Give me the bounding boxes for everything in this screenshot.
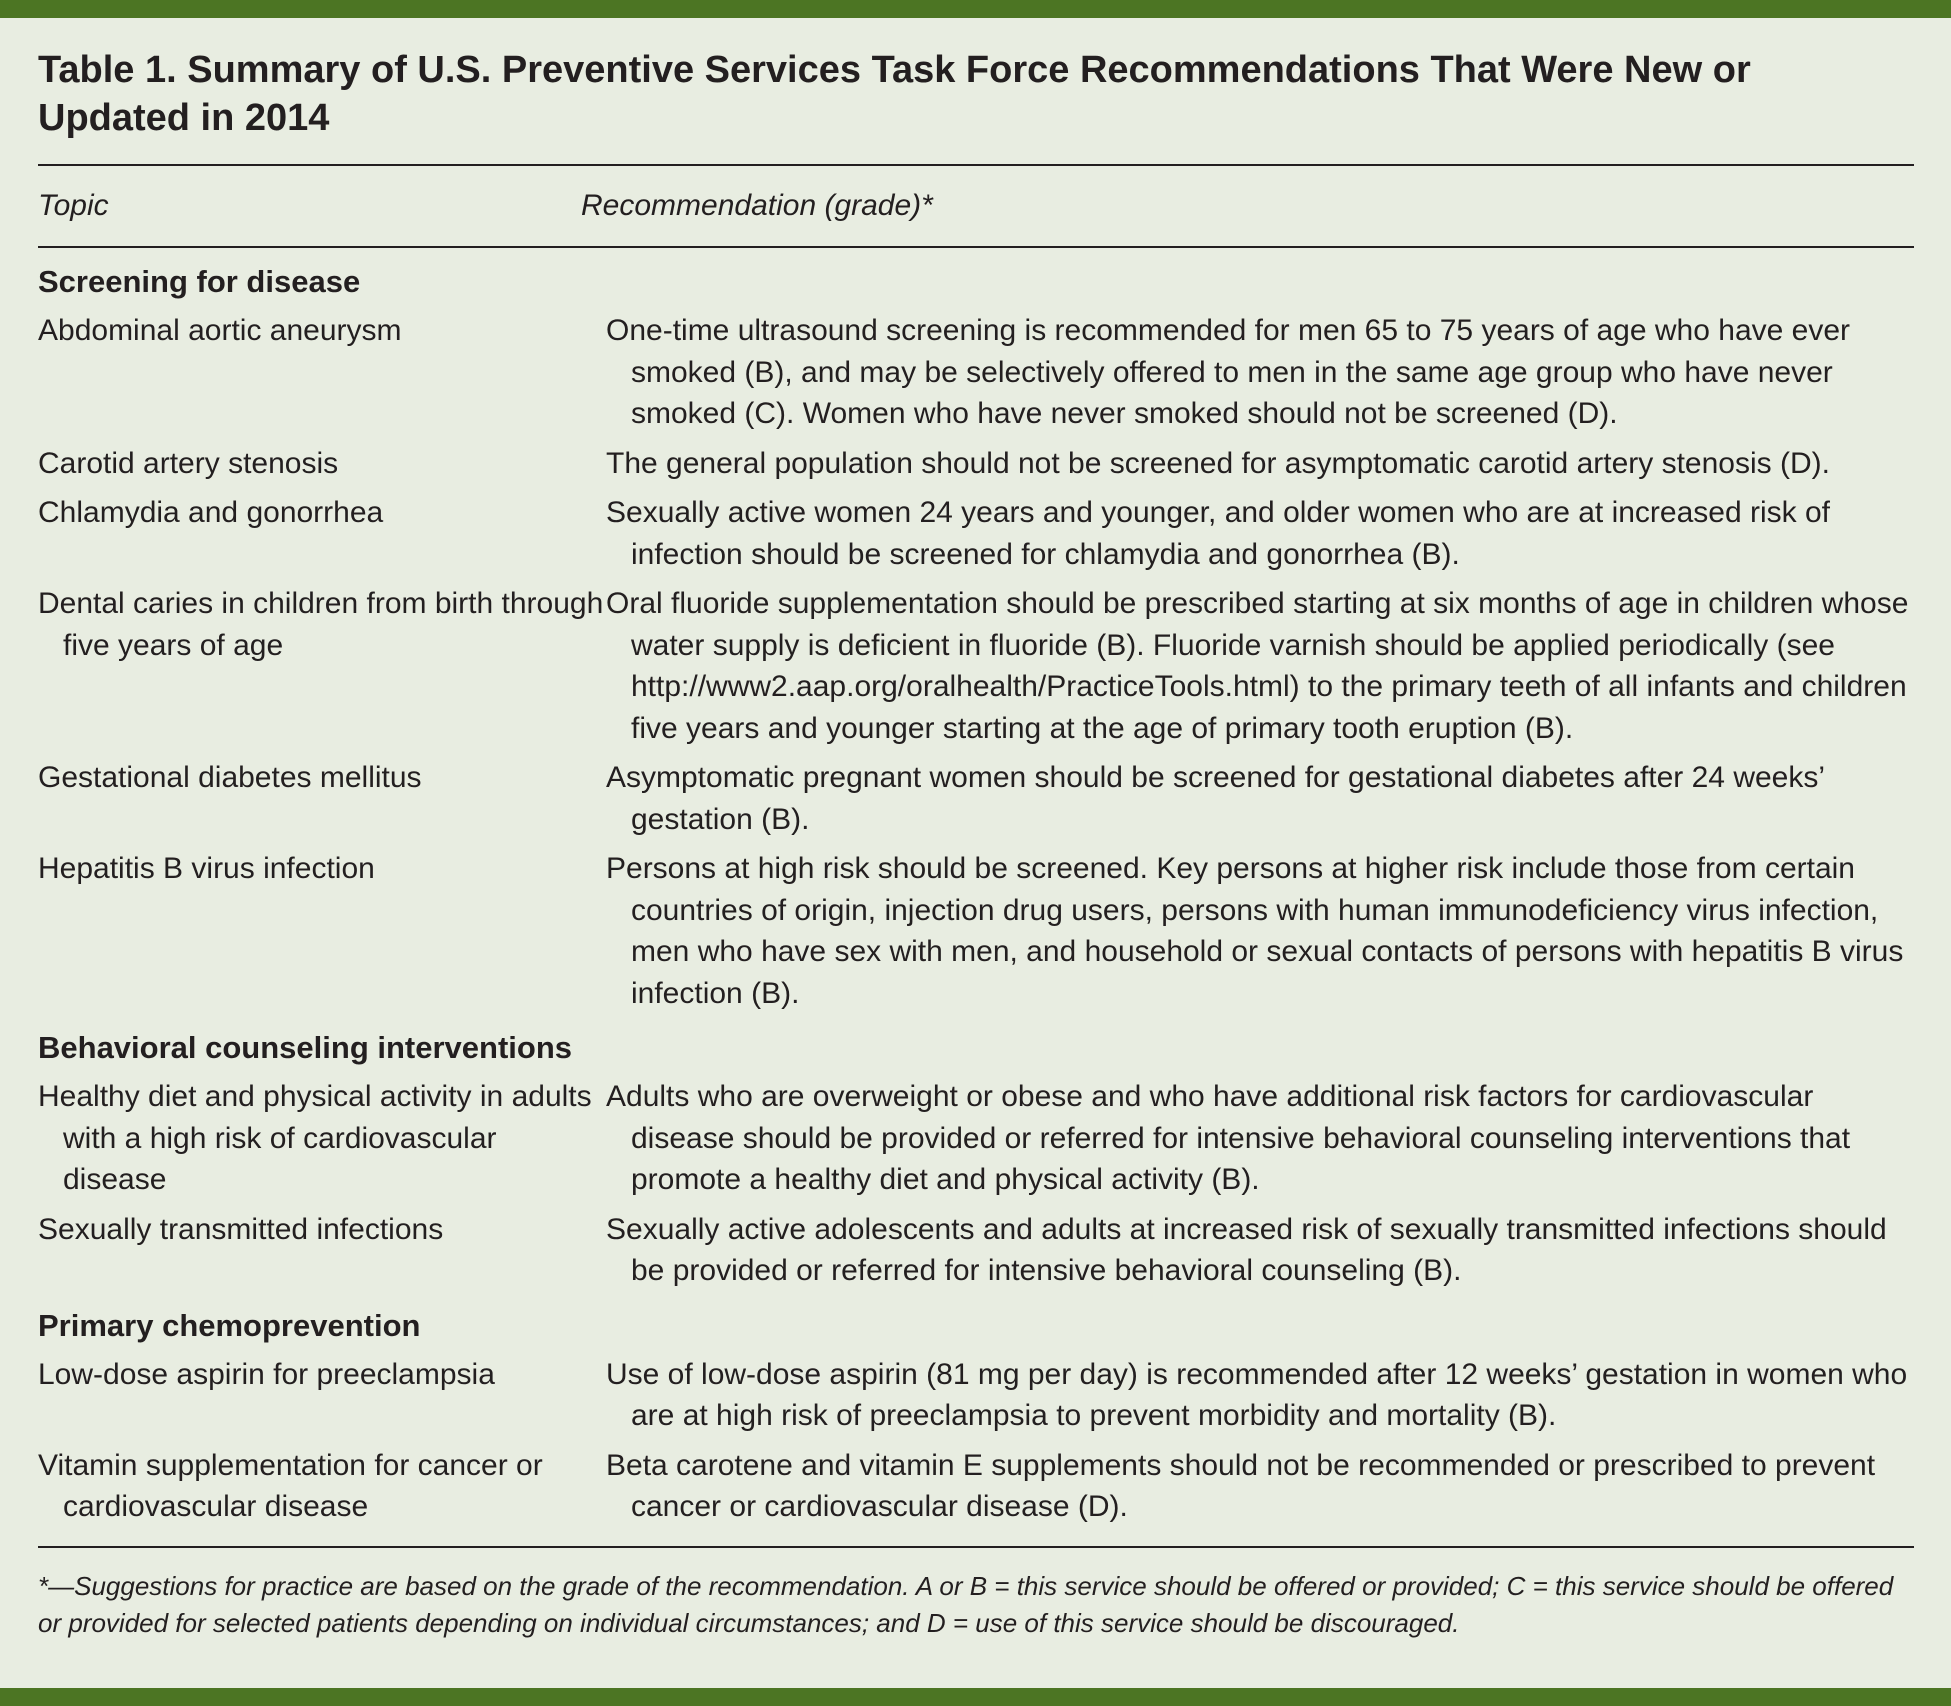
row-topic: Dental caries in children from birth through five years of age (38, 587, 604, 662)
table-footnote: *—Suggestions for practice are based on the grade of the recommendation. A or B = this service should be offered or provided; C = this service should be offered or provided for selected patients depending on individual circumstances; and D = use of this service should be discouraged. (38, 1570, 1894, 1638)
table-row (38, 492, 1914, 575)
row-recommendation: Adults who are overweight or obese and who have additional risk factors for cardiovascular disease should be provided or referred for intensive behavioral counseling interventions that promote a healthy diet and physical activity (B). (606, 1080, 1851, 1196)
row-recommendation: Beta carotene and vitamin E supplements should not be recommended or prescribed to prevent cancer or cardiovascular disease (D). (606, 1448, 1876, 1523)
table-row (38, 310, 1914, 435)
row-topic: Hepatitis B virus infection (38, 852, 375, 885)
top-border-bar (0, 0, 1951, 18)
table-row (38, 583, 1914, 749)
row-topic: Chlamydia and gonorrhea (38, 496, 384, 529)
header-rule (38, 246, 1914, 248)
table-row (38, 1076, 1914, 1201)
row-topic: Carotid artery stenosis (38, 446, 339, 480)
row-topic: Abdominal aortic aneurysm (38, 314, 402, 347)
table-row (38, 443, 1914, 485)
column-header-recommendation: Recommendation (grade)* (581, 189, 933, 222)
section-heading-screening: Screening for disease (38, 264, 361, 299)
row-topic: Low-dose aspirin for preeclampsia (38, 1357, 495, 1391)
row-topic: Healthy diet and physical activity in adults with a high risk of cardiovascular disease (38, 1080, 592, 1196)
column-header-row (38, 166, 1914, 246)
row-topic: Gestational diabetes mellitus (38, 761, 422, 794)
row-recommendation: The general population should not be screened for asymptomatic carotid artery stenosis (D). (606, 446, 1830, 480)
section-heading-behavioral: Behavioral counseling interventions (38, 1030, 573, 1065)
row-recommendation: Sexually active adolescents and adults at increased risk of sexually transmitted infections should be provided or referred for intensive behavioral counseling (B). (606, 1212, 1887, 1287)
section-heading-chemoprevention: Primary chemoprevention (38, 1307, 421, 1343)
table-row (38, 1354, 1914, 1437)
row-recommendation: One-time ultrasound screening is recommended for men 65 to 75 years of age who have ever smoked (B), and may be selectively offered to men in the same age group who have never smoked (C). Women who have never smoked should not be screened (D). (606, 314, 1851, 430)
table-container (38, 46, 1914, 1642)
row-topic: Sexually transmitted infections (38, 1212, 444, 1246)
row-recommendation: Persons at high risk should be screened. Key persons at higher risk include those from certain countries of origin, injection drug users, persons with human immunodeficiency virus infection, men who have sex with men, and household or sexual contacts of persons with hepatitis B virus infection (B). (606, 852, 1904, 1010)
row-recommendation: Asymptomatic pregnant women should be screened for gestational diabetes after 24 weeks’ gestation (B). (606, 761, 1824, 836)
row-topic: Vitamin supplementation for cancer or cardiovascular disease (38, 1448, 543, 1523)
row-recommendation: Use of low-dose aspirin (81 mg per day) is recommended after 12 weeks’ gestation in women who are at high risk of preeclampsia to prevent morbidity and mortality (B). (606, 1357, 1908, 1432)
row-recommendation: Sexually active women 24 years and younger, and older women who are at increased risk of infection should be screened for chlamydia and gonorrhea (B). (606, 496, 1831, 571)
bottom-rule (38, 1546, 1914, 1548)
bottom-border-bar (0, 1688, 1951, 1706)
table-row (38, 1209, 1914, 1292)
column-header-topic: Topic (38, 189, 109, 222)
table-row (38, 757, 1914, 840)
row-recommendation: Oral fluoride supplementation should be prescribed starting at six months of age in children whose water supply is deficient in fluoride (B). Fluoride varnish should be applied periodically (see http://www2.aap.org/oralhealth/PracticeTools.html) to the primary teeth of all infants and children five years and younger starting at the age of primary tooth eruption (B). (606, 587, 1909, 745)
table-row (38, 848, 1914, 1014)
table-row (38, 1445, 1914, 1528)
table-title: Table 1. Summary of U.S. Preventive Services Task Force Recommendations That Were New or Updated in 2014 (38, 49, 1751, 139)
